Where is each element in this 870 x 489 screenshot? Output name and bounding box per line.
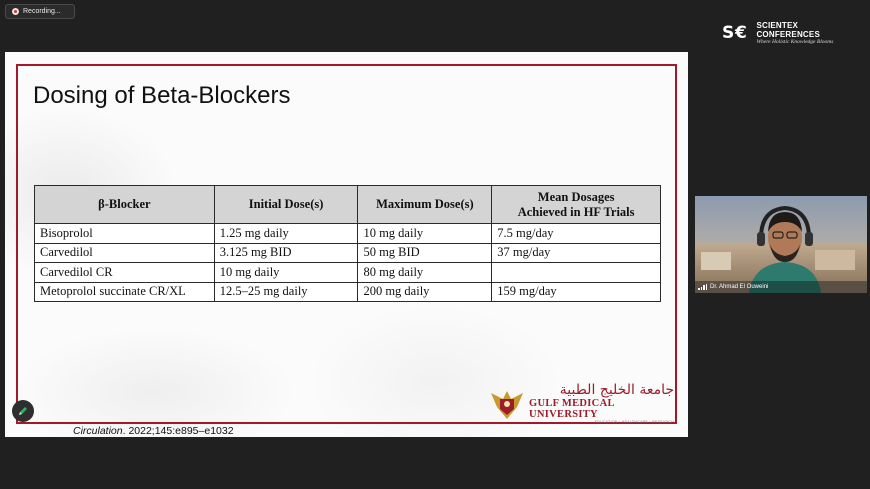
university-name-arabic: جامعة الخليج الطبية	[559, 382, 674, 398]
table-row	[35, 224, 661, 244]
brand-mark-right: €	[735, 23, 747, 43]
citation-journal: Circulation	[73, 425, 123, 437]
cell-drug: Bisoprolol	[35, 224, 215, 244]
brand-mark	[722, 24, 751, 42]
cell-maximum: 80 mg daily	[358, 263, 492, 283]
table-row	[35, 282, 661, 302]
table-row	[35, 263, 661, 283]
university-logo	[489, 383, 674, 423]
header-initial-dose: Initial Dose(s)	[214, 186, 358, 224]
shared-slide	[5, 52, 688, 437]
header-beta-blocker: β-Blocker	[35, 186, 215, 224]
table-row	[35, 243, 661, 263]
header-mean-dosages-line1: Mean Dosages	[537, 189, 615, 204]
brand-logo	[722, 22, 862, 44]
cell-mean	[492, 263, 661, 283]
participant-video[interactable]	[695, 196, 867, 293]
cell-mean: 37 mg/day	[492, 243, 661, 263]
cell-maximum: 10 mg daily	[358, 224, 492, 244]
cell-drug: Metoprolol succinate CR/XL	[35, 282, 215, 302]
header-maximum-dose: Maximum Dose(s)	[358, 186, 492, 224]
citation-details: . 2022;145:e895–e1032	[122, 425, 234, 437]
university-subtitle: EDUCATION • HEALTHCARE • RESEARCH	[594, 420, 674, 424]
cell-initial: 12.5–25 mg daily	[214, 282, 358, 302]
brand-name: SCIENTEX CONFERENCES	[756, 21, 820, 39]
recording-indicator[interactable]	[5, 4, 75, 19]
participant-figure	[745, 202, 825, 293]
brand-tagline: Where Holistic Knowledge Blooms	[756, 39, 834, 45]
pen-icon	[17, 405, 29, 417]
recording-label: Recording...	[23, 8, 61, 15]
cell-initial: 10 mg daily	[214, 263, 358, 283]
university-emblem-icon	[489, 385, 525, 421]
cell-mean: 159 mg/day	[492, 282, 661, 302]
citation	[73, 425, 234, 437]
header-mean-dosages-line2: Achieved in HF Trials	[517, 204, 635, 219]
signal-icon	[698, 284, 707, 290]
cell-mean: 7.5 mg/day	[492, 224, 661, 244]
record-icon	[12, 8, 19, 15]
dosing-table	[34, 185, 661, 302]
university-name: GULF MEDICAL UNIVERSITY	[529, 398, 615, 420]
cell-drug: Carvedilol	[35, 243, 215, 263]
cell-initial: 3.125 mg BID	[214, 243, 358, 263]
cell-initial: 1.25 mg daily	[214, 224, 358, 244]
header-mean-dosages	[492, 186, 661, 224]
slide-title: Dosing of Beta-Blockers	[33, 82, 291, 109]
annotate-button[interactable]	[12, 400, 34, 422]
brand-mark-left: S	[722, 23, 735, 43]
participant-label	[695, 281, 867, 293]
cell-maximum: 50 mg BID	[358, 243, 492, 263]
table-header-row	[35, 186, 661, 224]
cell-maximum: 200 mg daily	[358, 282, 492, 302]
participant-name: Dr. Ahmad El Ouweini	[710, 284, 769, 290]
cell-drug: Carvedilol CR	[35, 263, 215, 283]
